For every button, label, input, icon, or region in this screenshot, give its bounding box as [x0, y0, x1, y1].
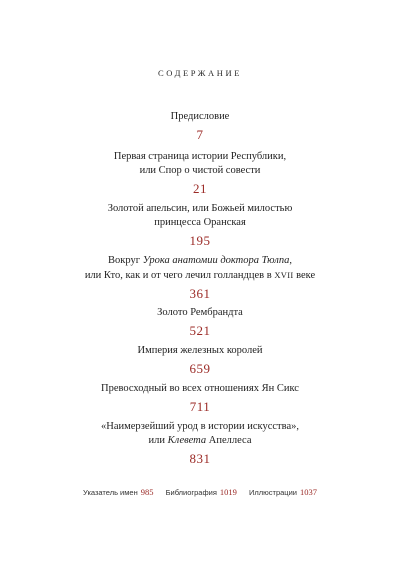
toc-entry-golden-orange[interactable] — [0, 202, 400, 248]
toc-entry-title: Империя железных королей — [137, 345, 263, 356]
title-italic: Урока анатомии доктора Тюлпа — [142, 255, 290, 266]
toc-entry-page-number: 195 — [189, 233, 211, 248]
toc-entry-title — [0, 254, 400, 268]
toc-entry-calumny-apelles[interactable] — [0, 420, 400, 466]
subtitle-italic: Клевета — [167, 435, 207, 446]
title-suffix: , — [289, 255, 292, 266]
toc-entry-subtitle — [0, 268, 400, 283]
toc-entry-subtitle — [0, 434, 400, 448]
toc-entry-title: Предисловие — [170, 111, 230, 122]
back-matter-links — [0, 487, 400, 497]
toc-entry-preface[interactable] — [0, 110, 400, 142]
toc-entry-page-number: 21 — [193, 181, 207, 196]
back-matter-page-number: 1037 — [299, 487, 317, 497]
subtitle-prefix: или — [148, 435, 168, 446]
toc-entry-page-number: 521 — [189, 323, 211, 338]
toc-entry-title: Золото Рембрандта — [157, 307, 243, 318]
toc-entry-page-number: 361 — [189, 286, 211, 301]
back-matter-label: Указатель имен — [83, 488, 138, 497]
toc-entry-subtitle: принцесса Оранская — [154, 217, 246, 228]
toc-entry-title: Превосходный во всех отношениях Ян Сикс — [101, 383, 299, 394]
toc-entry-page-number: 659 — [189, 361, 211, 376]
toc-entry-jan-six[interactable] — [0, 382, 400, 414]
toc-entry-first-page[interactable] — [0, 150, 400, 196]
back-matter-page-number: 1019 — [219, 487, 237, 497]
toc-entry-title: Золотой апельсин, или Божьей милостью — [107, 203, 293, 214]
contents-heading: СОДЕРЖАНИЕ — [157, 68, 243, 78]
toc-entry-title: «Наимерзейший урод в истории искусства», — [100, 421, 299, 432]
bibliography-link[interactable] — [166, 488, 237, 497]
toc-entry-title: Первая страница истории Республики, — [113, 151, 287, 162]
back-matter-label: Библиография — [165, 488, 217, 497]
subtitle-suffix: Апеллеса — [206, 435, 252, 446]
title-prefix: Вокруг — [108, 255, 143, 266]
index-of-names-link[interactable] — [83, 488, 153, 497]
toc-entry-page-number: 831 — [189, 451, 211, 466]
back-matter-label: Иллюстрации — [248, 488, 297, 497]
toc-entry-rembrandt-gold[interactable] — [0, 306, 400, 338]
toc-entry-anatomy-lesson[interactable] — [0, 254, 400, 301]
illustrations-link[interactable] — [249, 488, 317, 497]
subtitle-suffix: веке — [293, 270, 316, 281]
toc-entry-iron-kings[interactable] — [0, 344, 400, 376]
toc-entry-page-number: 711 — [189, 399, 211, 414]
toc-entry-page-number: 7 — [196, 127, 204, 142]
subtitle-century: XVII — [274, 270, 294, 280]
back-matter-page-number: 985 — [140, 487, 154, 497]
subtitle-prefix: или Кто, как и от чего лечил голландцев в — [84, 270, 275, 281]
toc-entry-subtitle: или Спор о чистой совести — [139, 165, 261, 176]
